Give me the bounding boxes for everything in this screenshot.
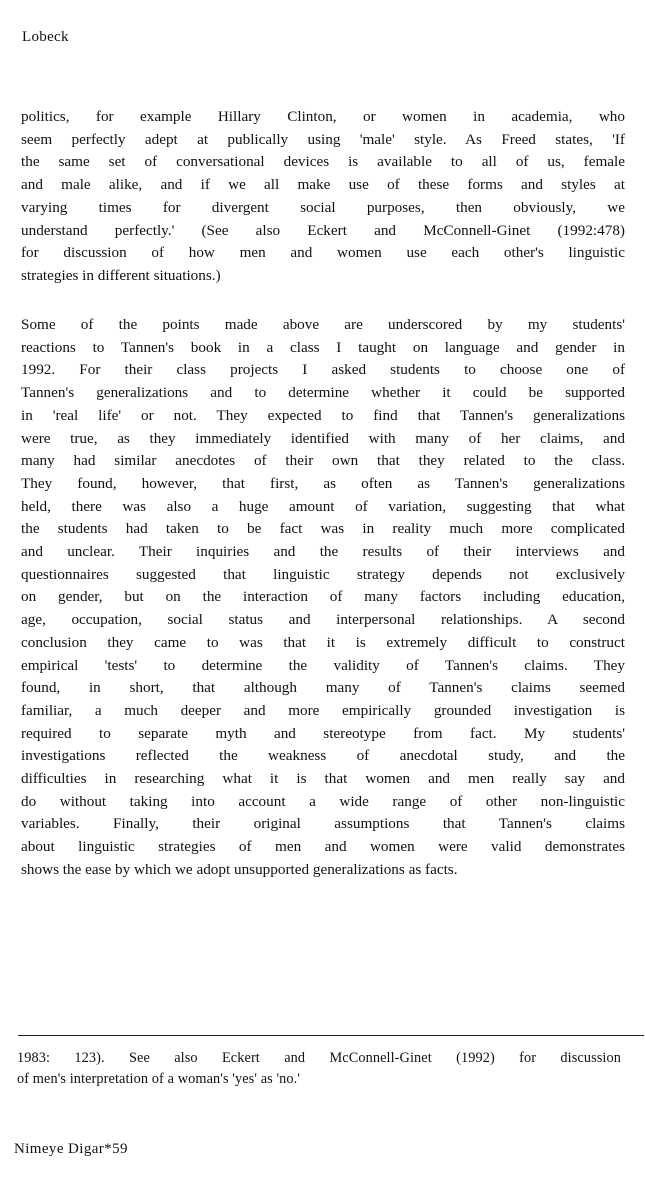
- text-line: age, occupation, social status and interpersonal relationships. A second: [21, 611, 625, 629]
- text-line: questionnaires suggested that linguistic strategy depends not exclusively: [21, 565, 625, 583]
- text-line: for discussion of how men and women use each other's linguistic: [21, 244, 625, 262]
- text-line: politics, for example Hillary Clinton, or women in academia, who: [21, 108, 625, 125]
- text-line: Some of the points made above are underscored by my students': [21, 316, 625, 333]
- footnote-line: 1983: 123). See also Eckert and McConnell-Ginet (1992) for discussion: [17, 1050, 621, 1066]
- text-line: familiar, a much deeper and more empirically grounded investigation is: [21, 701, 625, 719]
- text-line: difficulties in researching what it is that women and men really say and: [21, 770, 625, 788]
- text-line: investigations reflected the weakness of anecdotal study, and the: [21, 747, 625, 765]
- text-line: held, there was also a huge amount of variation, suggesting that what: [21, 497, 625, 515]
- running-footer: Nimeye Digar*59: [14, 1141, 128, 1157]
- text-line: strategies in different situations.): [21, 266, 221, 284]
- text-line: Tannen's generalizations and to determine whether it could be supported: [21, 384, 625, 402]
- text-line: seem perfectly adept at publically using 'male' style. As Freed states, 'If: [21, 130, 625, 148]
- text-line: found, in short, that although many of Tannen's claims seemed: [21, 679, 625, 697]
- text-line: the students had taken to be fact was in reality much more complicated: [21, 520, 625, 538]
- text-line: empirical 'tests' to determine the validity of Tannen's claims. They: [21, 656, 625, 674]
- text-line: and male alike, and if we all make use of these forms and styles at: [21, 176, 625, 194]
- text-line: many had similar anecdotes of their own that they related to the class.: [21, 452, 625, 470]
- paragraph-1: [21, 106, 625, 288]
- text-line: the same set of conversational devices is available to all of us, female: [21, 153, 625, 171]
- text-line: on gender, but on the interaction of many factors including education,: [21, 588, 625, 606]
- text-line: reactions to Tannen's book in a class I taught on language and gender in: [21, 338, 625, 356]
- text-line: in 'real life' or not. They expected to find that Tannen's generalizations: [21, 406, 625, 424]
- footnote: [17, 1048, 621, 1090]
- text-line: They found, however, that first, as often as Tannen's generalizations: [21, 474, 625, 492]
- text-line: varying times for divergent social purposes, then obviously, we: [21, 198, 625, 216]
- text-line: shows the ease by which we adopt unsupported generalizations as facts.: [21, 860, 458, 878]
- text-line: variables. Finally, their original assumptions that Tannen's claims: [21, 815, 625, 833]
- text-line: required to separate myth and stereotype from fact. My students': [21, 724, 625, 742]
- paragraph-2: [21, 314, 625, 882]
- text-line: and unclear. Their inquiries and the results of their interviews and: [21, 543, 625, 561]
- running-header-author: Lobeck: [22, 29, 69, 45]
- footnote-line: of men's interpretation of a woman's 'yes' as 'no.': [17, 1071, 300, 1087]
- text-line: do without taking into account a wide range of other non-linguistic: [21, 792, 625, 810]
- text-line: understand perfectly.' (See also Eckert and McConnell-Ginet (1992:478): [21, 221, 625, 239]
- text-line: conclusion they came to was that it is extremely difficult to construct: [21, 633, 625, 651]
- footnote-divider: [18, 1035, 644, 1036]
- text-line: about linguistic strategies of men and women were valid demonstrates: [21, 838, 625, 856]
- text-line: 1992. For their class projects I asked students to choose one of: [21, 361, 625, 379]
- text-line: were true, as they immediately identified with many of her claims, and: [21, 429, 625, 447]
